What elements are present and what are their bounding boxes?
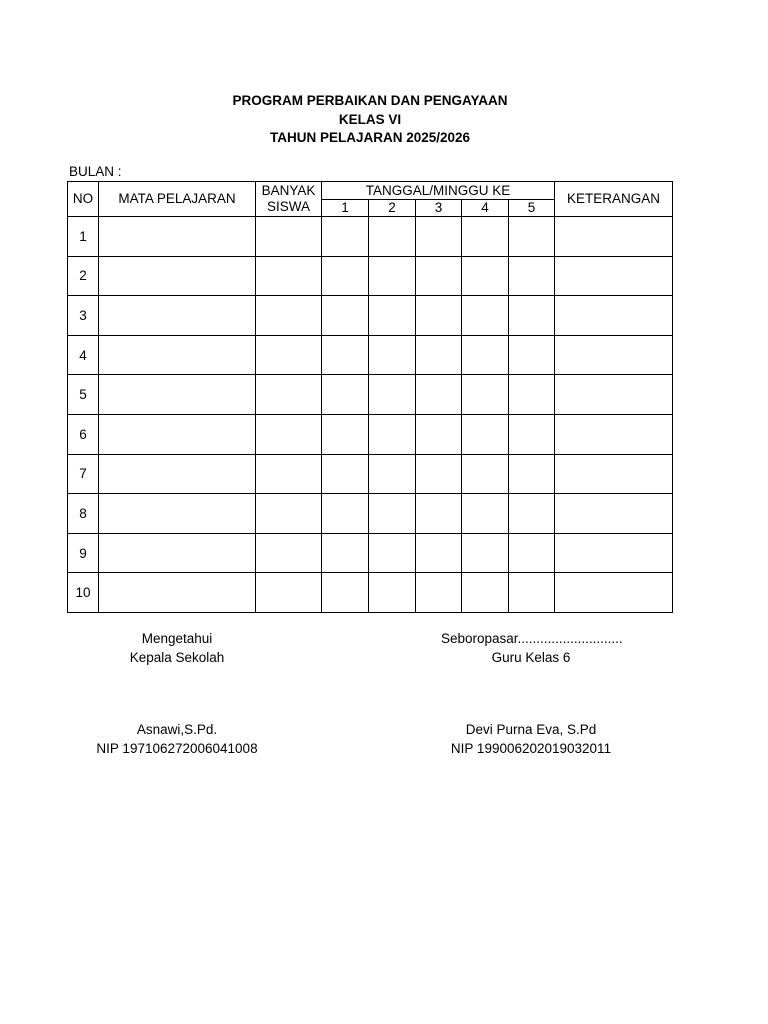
table-row [68, 256, 673, 296]
empty-cell [369, 494, 416, 534]
empty-cell [322, 454, 369, 494]
header-week-5: 5 [509, 200, 555, 217]
empty-cell [99, 375, 256, 415]
empty-cell [322, 494, 369, 534]
header-week-2: 2 [369, 200, 416, 217]
empty-cell [509, 414, 555, 454]
empty-cell [509, 256, 555, 296]
empty-cell [416, 454, 462, 494]
empty-cell [509, 217, 555, 257]
header-week-1: 1 [322, 200, 369, 217]
empty-cell [555, 217, 673, 257]
empty-cell [99, 296, 256, 336]
row-number: 1 [68, 217, 99, 257]
empty-cell [462, 533, 509, 573]
empty-cell [416, 375, 462, 415]
empty-cell [416, 533, 462, 573]
empty-cell [416, 414, 462, 454]
title-line-kelas: KELAS VI [338, 111, 402, 127]
empty-cell [462, 454, 509, 494]
empty-cell [369, 375, 416, 415]
empty-cell [509, 296, 555, 336]
empty-cell [369, 335, 416, 375]
empty-cell [99, 494, 256, 534]
program-table [67, 181, 673, 613]
empty-cell [509, 573, 555, 613]
empty-cell [416, 573, 462, 613]
signature-right-block [441, 630, 621, 667]
empty-cell [462, 217, 509, 257]
empty-cell [555, 375, 673, 415]
document-title [0, 92, 740, 148]
empty-cell [462, 414, 509, 454]
table-row [68, 573, 673, 613]
empty-cell [509, 375, 555, 415]
signature-right-name-block [431, 721, 631, 758]
row-number: 7 [68, 454, 99, 494]
table-row [68, 494, 673, 534]
title-line-program: PROGRAM PERBAIKAN DAN PENGAYAAN [232, 93, 508, 108]
empty-cell [99, 256, 256, 296]
empty-cell [555, 533, 673, 573]
empty-cell [256, 533, 322, 573]
signature-right-place-date: Seboropasar............................ [441, 631, 623, 646]
empty-cell [509, 454, 555, 494]
empty-cell [369, 454, 416, 494]
empty-cell [99, 335, 256, 375]
empty-cell [99, 217, 256, 257]
header-tanggal-minggu: TANGGAL/MINGGU KE [322, 182, 555, 200]
empty-cell [322, 296, 369, 336]
empty-cell [555, 256, 673, 296]
bulan-label: BULAN : [69, 164, 122, 179]
header-banyak-line2: SISWA [266, 199, 310, 214]
empty-cell [322, 573, 369, 613]
empty-cell [256, 454, 322, 494]
empty-cell [462, 256, 509, 296]
table-row [68, 217, 673, 257]
title-line-tahun: TAHUN PELAJARAN 2025/2026 [269, 130, 471, 145]
empty-cell [509, 335, 555, 375]
empty-cell [256, 256, 322, 296]
row-number: 10 [68, 573, 99, 613]
header-banyak-siswa [256, 182, 322, 217]
empty-cell [99, 573, 256, 613]
empty-cell [555, 335, 673, 375]
row-number: 2 [68, 256, 99, 296]
empty-cell [256, 414, 322, 454]
empty-cell [322, 217, 369, 257]
table-row [68, 454, 673, 494]
table-row [68, 296, 673, 336]
empty-cell [462, 296, 509, 336]
table-row [68, 414, 673, 454]
empty-cell [555, 414, 673, 454]
signature-left-block [87, 630, 267, 667]
empty-cell [462, 375, 509, 415]
empty-cell [322, 533, 369, 573]
empty-cell [369, 573, 416, 613]
row-number: 4 [68, 335, 99, 375]
empty-cell [369, 533, 416, 573]
empty-cell [256, 335, 322, 375]
signature-right-name: Devi Purna Eva, S.Pd [465, 722, 597, 737]
row-number: 3 [68, 296, 99, 336]
header-mata-pelajaran: MATA PELAJARAN [99, 182, 256, 217]
empty-cell [322, 256, 369, 296]
empty-cell [369, 256, 416, 296]
empty-cell [369, 296, 416, 336]
signature-right-role: Guru Kelas 6 [491, 649, 571, 665]
row-number: 9 [68, 533, 99, 573]
header-banyak-line1: BANYAK [261, 183, 316, 198]
empty-cell [555, 573, 673, 613]
empty-cell [256, 217, 322, 257]
signature-left-name: Asnawi,S.Pd. [136, 722, 218, 737]
signature-right-nip: NIP 199006202019032011 [450, 740, 612, 756]
empty-cell [99, 414, 256, 454]
empty-cell [322, 375, 369, 415]
empty-cell [555, 296, 673, 336]
table-row [68, 533, 673, 573]
empty-cell [462, 494, 509, 534]
empty-cell [416, 256, 462, 296]
empty-cell [462, 573, 509, 613]
header-keterangan: KETERANGAN [555, 182, 673, 217]
table-row [68, 335, 673, 375]
empty-cell [555, 494, 673, 534]
signature-left-role: Kepala Sekolah [129, 649, 225, 665]
header-week-3: 3 [416, 200, 462, 217]
row-number: 5 [68, 375, 99, 415]
row-number: 6 [68, 414, 99, 454]
empty-cell [462, 335, 509, 375]
signature-left-nip: NIP 197106272006041008 [96, 740, 258, 756]
empty-cell [509, 533, 555, 573]
empty-cell [369, 217, 416, 257]
empty-cell [256, 296, 322, 336]
empty-cell [256, 494, 322, 534]
empty-cell [416, 217, 462, 257]
empty-cell [256, 375, 322, 415]
empty-cell [322, 335, 369, 375]
empty-cell [322, 414, 369, 454]
empty-cell [555, 454, 673, 494]
empty-cell [99, 454, 256, 494]
empty-cell [256, 573, 322, 613]
header-week-4: 4 [462, 200, 509, 217]
empty-cell [99, 533, 256, 573]
empty-cell [416, 494, 462, 534]
header-no: NO [68, 182, 99, 217]
empty-cell [416, 296, 462, 336]
empty-cell [416, 335, 462, 375]
empty-cell [509, 494, 555, 534]
signature-left-name-block [77, 721, 277, 758]
row-number: 8 [68, 494, 99, 534]
table-header-row [68, 182, 673, 200]
signature-left-mengetahui: Mengetahui [141, 631, 213, 646]
table-row [68, 375, 673, 415]
empty-cell [369, 414, 416, 454]
